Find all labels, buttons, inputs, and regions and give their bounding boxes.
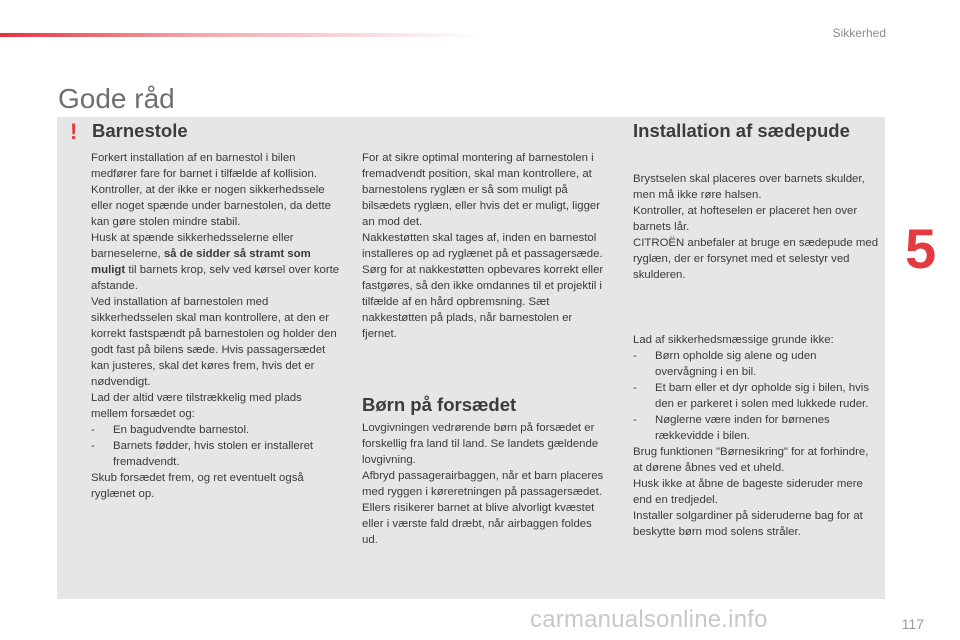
list-item: - Børn opholde sig alene og uden overvågning i en bil. — [633, 350, 817, 378]
paragraph: Brug funktionen "Børnesikring" for at forhindre, at dørene åbnes ved et uheld. — [633, 446, 869, 474]
column-forsaedet — [362, 420, 610, 548]
paragraph: Brystselen skal placeres over barnets skulder, men må ikke røre halsen. — [633, 173, 865, 201]
page-title: Gode råd — [58, 82, 175, 114]
list-item: - En bagudvendte barnestol. — [91, 424, 250, 436]
paragraph: Nakkestøtten skal tages af, inden en barnestol installeres op ad ryglænet på et passagersæde. — [362, 232, 603, 260]
list-item: - Nøglerne være inden for børnenes rækkevidde i bilen. — [633, 414, 830, 442]
warning-icon: ! — [70, 119, 78, 144]
list-item: - Et barn eller et dyr opholde sig i bilen, hvis den er parkeret i solen med lukkede ruder. — [633, 382, 870, 410]
header-accent-bar — [0, 33, 480, 37]
section-label: Sikkerhed — [832, 26, 886, 40]
heading-forsaedet: Børn på forsædet — [362, 394, 517, 415]
paragraph: Sørg for at nakkestøtten opbevares korrekt eller fastgøres, så den ikke omdannes til et projektil i tilfælde af en hård opbremsning. Sæt nakkestøtten på plads, når barnestolen er fjernet. — [362, 264, 604, 340]
heading-saedepude: Installation af sædepude — [633, 120, 850, 141]
page-number: 117 — [901, 616, 924, 632]
paragraph: Lovgivningen vedrørende børn på forsædet er forskellig fra land til land. Se landets gældende lovgivning. — [362, 422, 599, 466]
paragraph: Lad der altid være tilstrækkelig med plads mellem forsædet og: — [91, 392, 302, 420]
paragraph: Lad af sikkerhedsmæssige grunde ikke: — [633, 334, 834, 346]
paragraph: Forkert installation af en barnestol i bilen medfører fare for barnet i tilfælde af kollision. — [91, 152, 318, 180]
heading-barnestole: Barnestole — [92, 120, 188, 141]
chapter-number: 5 — [905, 217, 937, 280]
paragraph: Afbryd passagerairbaggen, når et barn placeres med ryggen i køreretningen på passagersædet. Ellers risikerer barnet at blive alvorligt kvæstet eller i værste fald dræbt, når airbaggen foldes ud. — [362, 470, 604, 546]
paragraph: CITROËN anbefaler at bruge en sædepude med ryglæn, der er forsynet med et selestyr ved skulderen. — [633, 237, 879, 281]
watermark: carmanualsonline.info — [530, 606, 768, 633]
paragraph: For at sikre optimal montering af barnestolen i fremadvendt position, skal man kontrollere, at barnestolens ryglæn er så som muligt på bilsædets ryglæn, eller hvis det er muligt, ligger an mod det. — [362, 152, 601, 228]
emphasis-text: så de sidder så stramt som muligt — [91, 248, 311, 276]
paragraph: Ved installation af barnestolen med sikkerhedsselen skal man kontrollere, at den er korrekt fastspændt på barnestolen og holder den godt fast på bilens sæde. Hvis passagersædet kan justeres, skal det køres frem, hvis det er nødvendigt. — [91, 296, 337, 388]
paragraph: Installer solgardiner på sideruderne bag for at beskytte børn mod solens stråler. — [633, 510, 863, 538]
paragraph: Kontroller, at der ikke er nogen sikkerhedssele eller noget spænde under barnestolen, da dette kan gøre stolen mindre stabil. — [91, 184, 332, 228]
column-barnestole-1 — [91, 150, 341, 502]
paragraph: Husk ikke at åbne de bageste sideruder mere end en tredjedel. — [633, 478, 863, 506]
column-sikkerhed — [633, 332, 881, 540]
paragraph: Skub forsædet frem, og ret eventuelt også ryglænet op. — [91, 472, 304, 500]
paragraph: Husk at spænde sikkerhedsselerne eller barneselerne, så de sidder så stramt som muligt til barnets krop, selv ved kørsel over korte afstande. — [91, 232, 340, 292]
column-barnestole-2 — [362, 150, 610, 342]
column-saedepude — [633, 171, 881, 283]
paragraph: Kontroller, at hofteselen er placeret hen over barnets lår. — [633, 205, 858, 233]
list-item: - Barnets fødder, hvis stolen er installeret fremadvendt. — [91, 440, 314, 468]
